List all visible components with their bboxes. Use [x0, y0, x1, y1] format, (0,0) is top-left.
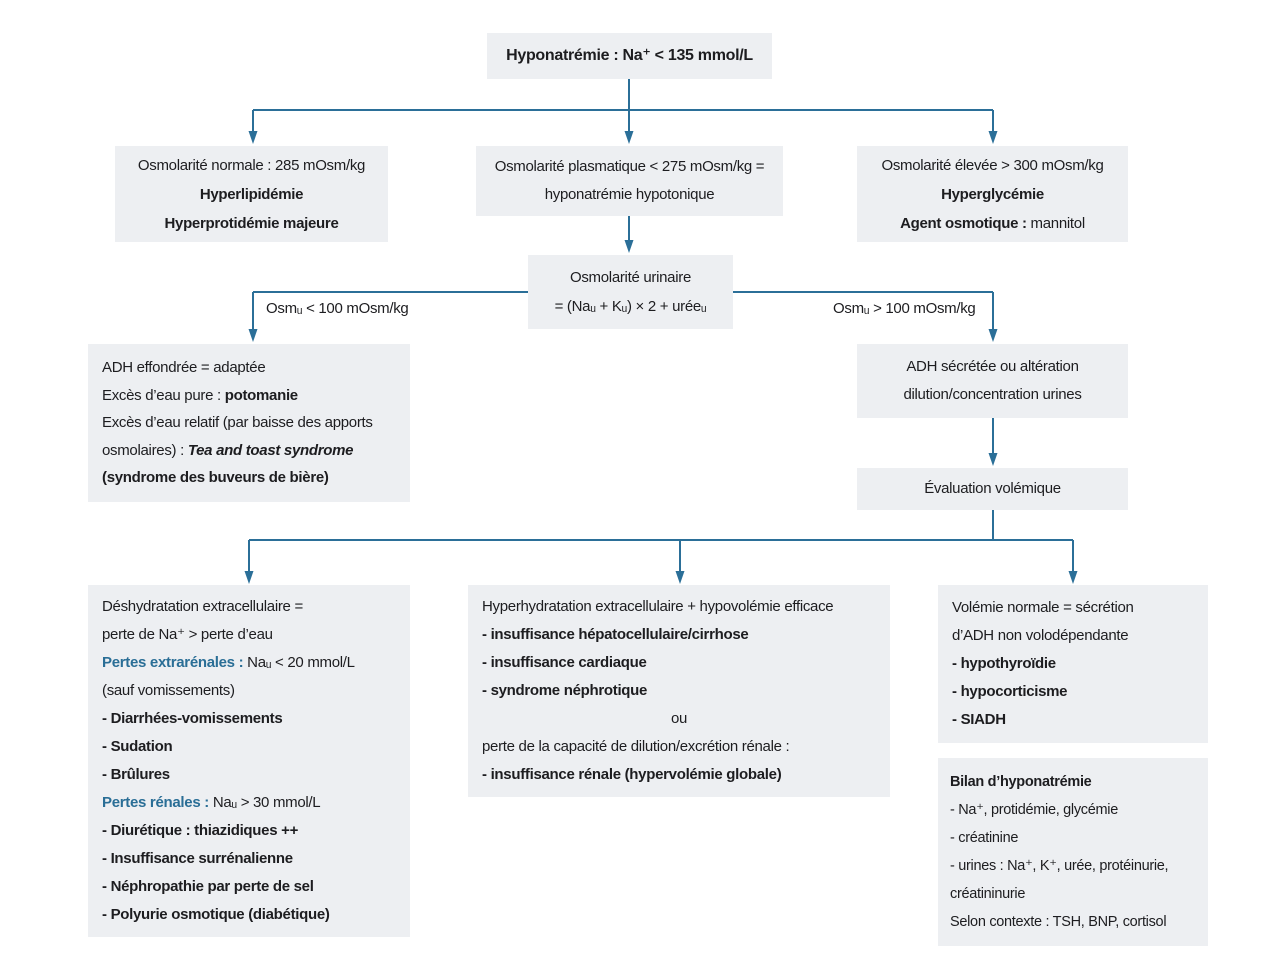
node-line: Hyperglycémie [941, 185, 1044, 203]
node-line: dilution/concentration urines [903, 386, 1082, 403]
node-line: ou [670, 710, 688, 727]
node-urinary-osmolarity [528, 255, 733, 329]
node-line-regular: Naᵤ > 30 mmol/L [212, 794, 321, 811]
node-line: perte de Na⁺ > perte d’eau [102, 626, 273, 643]
node-line: - insuffisance cardiaque [482, 654, 647, 671]
node-line [102, 649, 396, 677]
node-hyponatremia-workup [938, 758, 1208, 946]
node-line: Osmolarité normale : 285 mOsm/kg [137, 156, 366, 174]
node-adh-secreted [857, 344, 1128, 418]
node-line-regular: mannitol [1026, 214, 1085, 232]
node-line-bold: potomanie [224, 386, 298, 404]
node-line-regular: Naᵤ < 20 mmol/L [247, 654, 355, 671]
node-line: - insuffisance rénale (hypervolémie globale) [482, 766, 782, 783]
node-line: - Insuffisance surrénalienne [102, 850, 293, 867]
node-line: ADH effondrée = adaptée [102, 359, 266, 376]
node-line: Hyperhydratation extracellulaire + hypovolémie efficace [482, 598, 834, 615]
node-line-regular: osmolaires) : [102, 441, 188, 459]
node-line: (sauf vomissements) [102, 682, 235, 699]
node-line: - Sudation [102, 738, 173, 755]
node-line: - Diurétique : thiazidiques ++ [102, 822, 299, 839]
node-line: Osmolarité urinaire [569, 269, 691, 286]
edge-label-osm-below-100: Osmᵤ < 100 mOsm/kg [266, 300, 409, 317]
node-line: (syndrome des buveurs de bière) [102, 469, 329, 486]
node-line: - Na⁺, protidémie, glycémie [950, 802, 1118, 818]
node-line: Osmolarité plasmatique < 275 mOsm/kg = [494, 158, 765, 175]
node-label: Hyponatrémie : Na⁺ < 135 mmol/L [506, 47, 753, 64]
node-line: - Polyurie osmotique (diabétique) [102, 906, 330, 923]
node-adh-adapted [88, 344, 410, 502]
node-line: Excès d’eau relatif (par baisse des apports [102, 414, 373, 431]
node-line: Selon contexte : TSH, BNP, cortisol [950, 914, 1167, 930]
node-osmolarity-high [857, 146, 1128, 242]
node-line [102, 382, 396, 410]
node-line-bold-italic: Tea and toast syndrome [187, 441, 354, 459]
node-line: - Diarrhées-vomissements [102, 710, 283, 727]
edge-label-osm-above-100: Osmᵤ > 100 mOsm/kg [833, 300, 976, 317]
node-line: Osmolarité élevée > 300 mOsm/kg [881, 156, 1104, 174]
node-line: - syndrome néphrotique [482, 682, 648, 699]
node-line: - SIADH [952, 711, 1006, 728]
node-osmolarity-normal [115, 146, 388, 242]
node-line: perte de la capacité de dilution/excrétion rénale : [482, 738, 790, 755]
node-line [102, 437, 396, 465]
node-line [900, 209, 1085, 238]
node-line-accent: Pertes extrarénales : [102, 654, 248, 671]
node-line: Hyperlipidémie [199, 185, 304, 203]
node-line: - hypothyroïdie [952, 655, 1056, 672]
node-line: hyponatrémie hypotonique [544, 186, 715, 203]
node-line: - Brûlures [102, 766, 170, 783]
node-volemic-evaluation [857, 468, 1128, 510]
node-line: - créatinine [950, 830, 1019, 846]
node-line-accent: Pertes rénales : [102, 794, 213, 811]
node-line: Déshydratation extracellulaire = [102, 598, 303, 615]
node-line: créatininurie [950, 886, 1026, 902]
node-extracellular-hyperhydration [468, 585, 890, 797]
node-line: ADH sécrétée ou altération [906, 358, 1079, 375]
node-hyponatremia-root [487, 33, 772, 79]
node-line: Volémie normale = sécrétion [952, 599, 1134, 616]
node-line: - insuffisance hépatocellulaire/cirrhose [482, 626, 749, 643]
node-osmolarity-low [476, 146, 783, 216]
node-extracellular-dehydration [88, 585, 410, 937]
node-line: - hypocorticisme [952, 683, 1068, 700]
node-normal-volemia [938, 585, 1208, 743]
node-line: - urines : Na⁺, K⁺, urée, protéinurie, [950, 858, 1169, 874]
node-line: Bilan d’hyponatrémie [950, 774, 1092, 790]
node-line-regular: Excès d’eau pure : [102, 386, 225, 404]
node-line-bold: Agent osmotique : [900, 214, 1027, 232]
node-line: Hyperprotidémie majeure [164, 214, 339, 232]
node-line [102, 789, 396, 817]
node-line: = (Naᵤ + Kᵤ) × 2 + uréeᵤ [554, 298, 707, 315]
node-label: Évaluation volémique [924, 480, 1061, 497]
node-line: d’ADH non volodépendante [952, 627, 1129, 644]
node-line: - Néphropathie par perte de sel [102, 878, 314, 895]
